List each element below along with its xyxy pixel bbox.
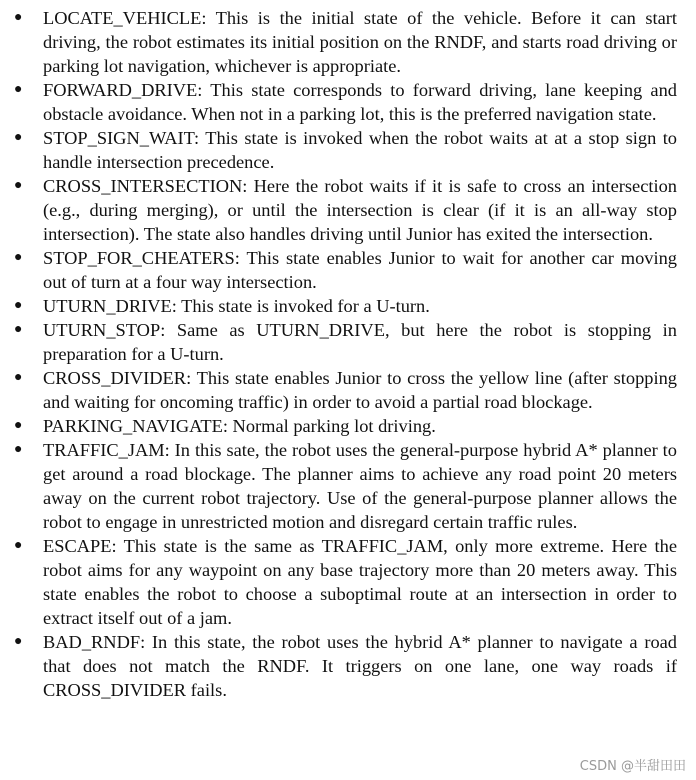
state-description: : This state enables Junior to wait for another car moving out of turn at a four way intersection. bbox=[43, 248, 677, 292]
state-description: : Here the robot waits if it is safe to cross an intersection (e.g., during merging), or until the intersection is clear (if it is an all-way stop intersection). The state also handles driving until Junior has exited the intersection. bbox=[43, 176, 677, 244]
state-name: UTURN_DRIVE bbox=[43, 296, 172, 316]
list-item bbox=[0, 126, 696, 174]
state-description: : This is the initial state of the vehicle. Before it can start driving, the robot estimates its initial position on the RNDF, and starts road driving or parking lot navigation, whichever is appropriate. bbox=[43, 8, 677, 76]
bullet-icon: ● bbox=[14, 418, 23, 433]
state-name: ESCAPE bbox=[43, 536, 112, 556]
list-item bbox=[0, 438, 696, 534]
list-item bbox=[0, 414, 696, 438]
state-name: CROSS_DIVIDER bbox=[43, 368, 187, 388]
state-description: : This state corresponds to forward driving, lane keeping and obstacle avoidance. When not in a parking lot, this is the preferred navigation state. bbox=[43, 80, 677, 124]
state-name: STOP_FOR_CHEATERS bbox=[43, 248, 235, 268]
watermark: CSDN @半甜田田 bbox=[579, 759, 686, 774]
bullet-icon: ● bbox=[14, 298, 23, 313]
bullet-icon: ● bbox=[14, 130, 23, 145]
state-list bbox=[0, 6, 696, 702]
list-item bbox=[0, 294, 696, 318]
state-description: : This state is invoked when the robot waits at at a stop sign to handle intersection precedence. bbox=[43, 128, 677, 172]
list-item bbox=[0, 366, 696, 414]
list-item bbox=[0, 534, 696, 630]
state-description: : This state is invoked for a U-turn. bbox=[171, 296, 430, 316]
state-description: : In this sate, the robot uses the general-purpose hybrid A* planner to get around a road blockage. The planner aims to achieve any road point 20 meters away on the current robot trajectory. Use of the general-purpose planner allows the robot to engage in unrestricted motion and disregard certain traffic rules. bbox=[43, 440, 677, 532]
state-name: PARKING_NAVIGATE bbox=[43, 416, 223, 436]
state-description: : In this state, the robot uses the hybrid A* planner to navigate a road that does not match the RNDF. It triggers on one lane, one way roads if CROSS_DIVIDER fails. bbox=[43, 632, 677, 700]
bullet-icon: ● bbox=[14, 250, 23, 265]
state-name: STOP_SIGN_WAIT bbox=[43, 128, 194, 148]
state-name: LOCATE_VEHICLE bbox=[43, 8, 202, 28]
list-item bbox=[0, 246, 696, 294]
list-item bbox=[0, 630, 696, 702]
list-item bbox=[0, 78, 696, 126]
bullet-icon: ● bbox=[14, 10, 23, 25]
list-item bbox=[0, 6, 696, 78]
bullet-icon: ● bbox=[14, 538, 23, 553]
state-description: : Normal parking lot driving. bbox=[222, 416, 436, 436]
document-page bbox=[0, 6, 696, 702]
state-description: : This state is the same as TRAFFIC_JAM, only more extreme. Here the robot aims for any waypoint on any base trajectory more than 20 meters away. This state enables the robot to choose a suboptimal route at an intersection in order to extract itself out of a jam. bbox=[43, 536, 677, 628]
list-item bbox=[0, 318, 696, 366]
bullet-icon: ● bbox=[14, 634, 23, 649]
list-item bbox=[0, 174, 696, 246]
state-description: : This state enables Junior to cross the yellow line (after stopping and waiting for oncoming traffic) in order to avoid a partial road blockage. bbox=[43, 368, 677, 412]
bullet-icon: ● bbox=[14, 442, 23, 457]
state-name: BAD_RNDF bbox=[43, 632, 141, 652]
state-name: CROSS_INTERSECTION bbox=[43, 176, 243, 196]
bullet-icon: ● bbox=[14, 178, 23, 193]
bullet-icon: ● bbox=[14, 82, 23, 97]
state-name: TRAFFIC_JAM bbox=[43, 440, 165, 460]
state-name: FORWARD_DRIVE bbox=[43, 80, 198, 100]
bullet-icon: ● bbox=[14, 370, 23, 385]
bullet-icon: ● bbox=[14, 322, 23, 337]
state-name: UTURN_STOP bbox=[43, 320, 161, 340]
state-description: : Same as UTURN_DRIVE, but here the robot is stopping in preparation for a U-turn. bbox=[43, 320, 677, 364]
